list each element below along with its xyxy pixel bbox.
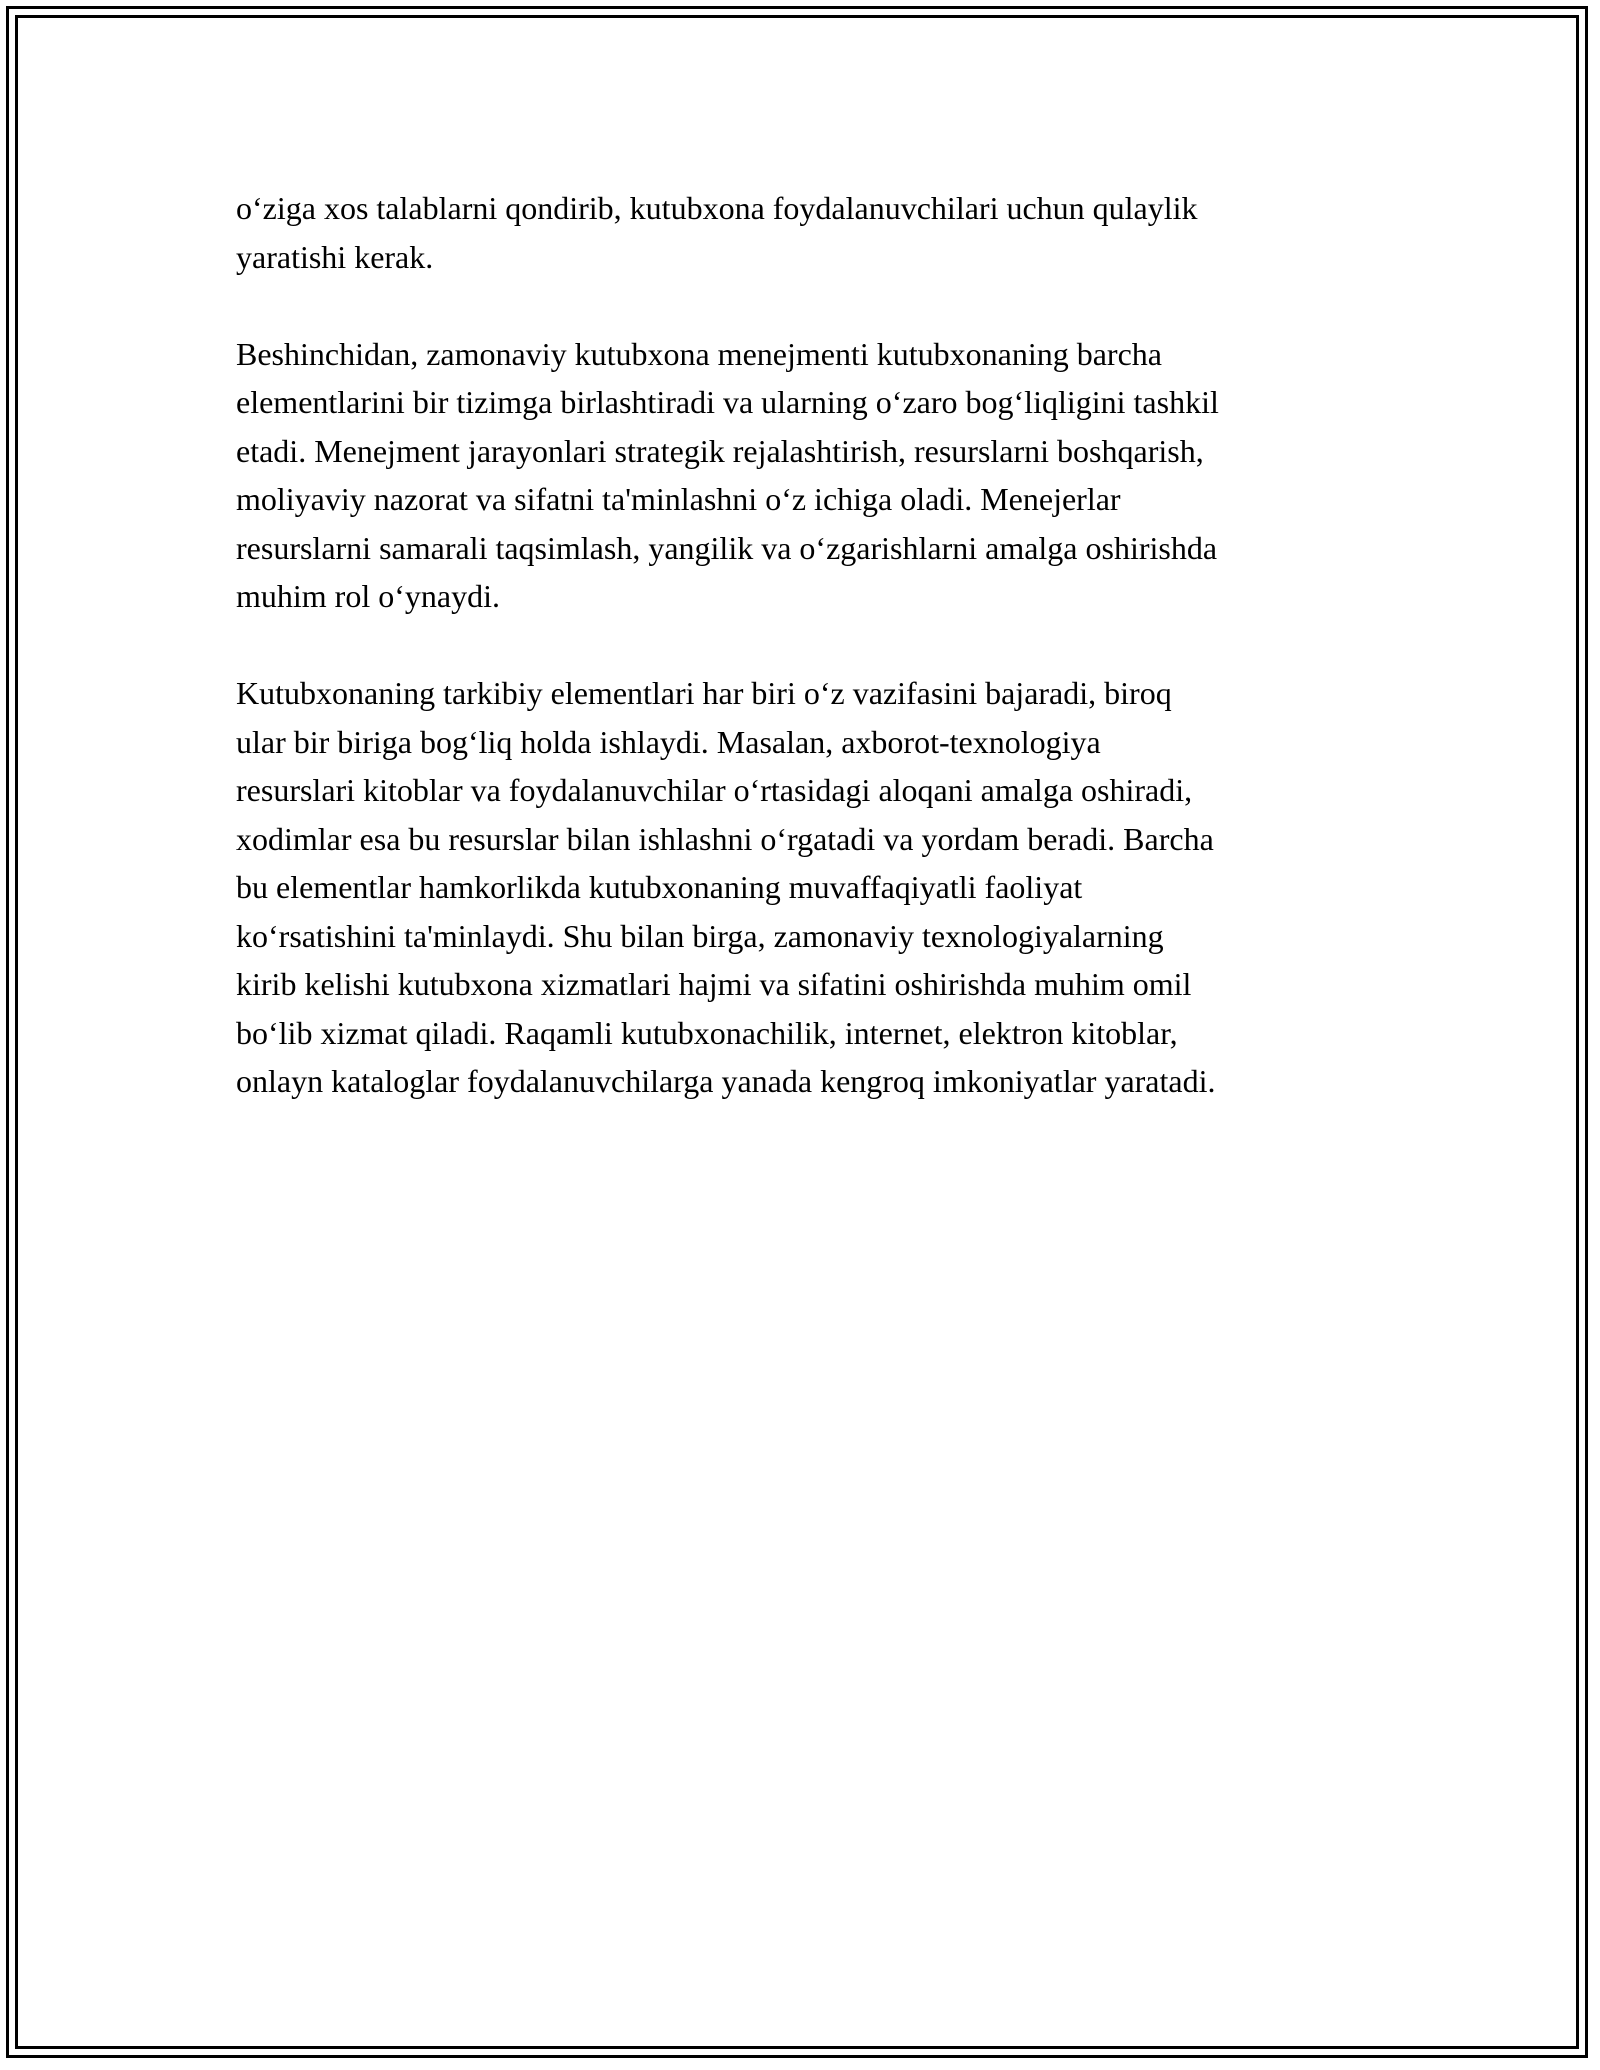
paragraph-3: Kutubxonaning tarkibiy elementlari har biri o‘z vazifasini bajaradi, biroq ular bir biriga bog‘liq holda ishlaydi. Masalan, axborot-texnologiya resurslari kitoblar va foydalanuvchilar o‘rtasidagi aloqani amalga oshiradi, xodimlar esa bu resurslar bilan ishlashni o‘rgatadi va yordam beradi. Barcha bu elementlar hamkorlikda kutubxonaning muvaffaqiyatli faoliyat ko‘rsatishini ta'minlaydi. Shu bilan birga, zamonaviy texnologiyalarning kirib kelishi kutubxona xizmatlari hajmi va sifatini oshirishda muhim omil bo‘lib xizmat qiladi. Raqamli kutubxonachilik, internet, elektron kitoblar, onlayn kataloglar foydalanuvchilarga yanada kengroq imkoniyatlar yaratadi. [236, 675, 1216, 1099]
paragraph-2: Beshinchidan, zamonaviy kutubxona menejmenti kutubxonaning barcha elementlarini bir tizimga birlashtiradi va ularning o‘zaro bog‘liqligini tashkil etadi. Menejment jarayonlari strategik rejalashtirish, resurslarni boshqarish, moliyaviy nazorat va sifatni ta'minlashni o‘z ichiga oladi. Menejerlar resurslarni samarali taqsimlash, yangilik va o‘zgarishlarni amalga oshirishda muhim rol o‘ynaydi. [236, 335, 1219, 614]
document-body [236, 184, 1376, 1154]
paragraph-1: o‘ziga xos talablarni qondirib, kutubxona foydalanuvchilari uchun qulaylik yaratishi kerak. [236, 190, 1198, 275]
